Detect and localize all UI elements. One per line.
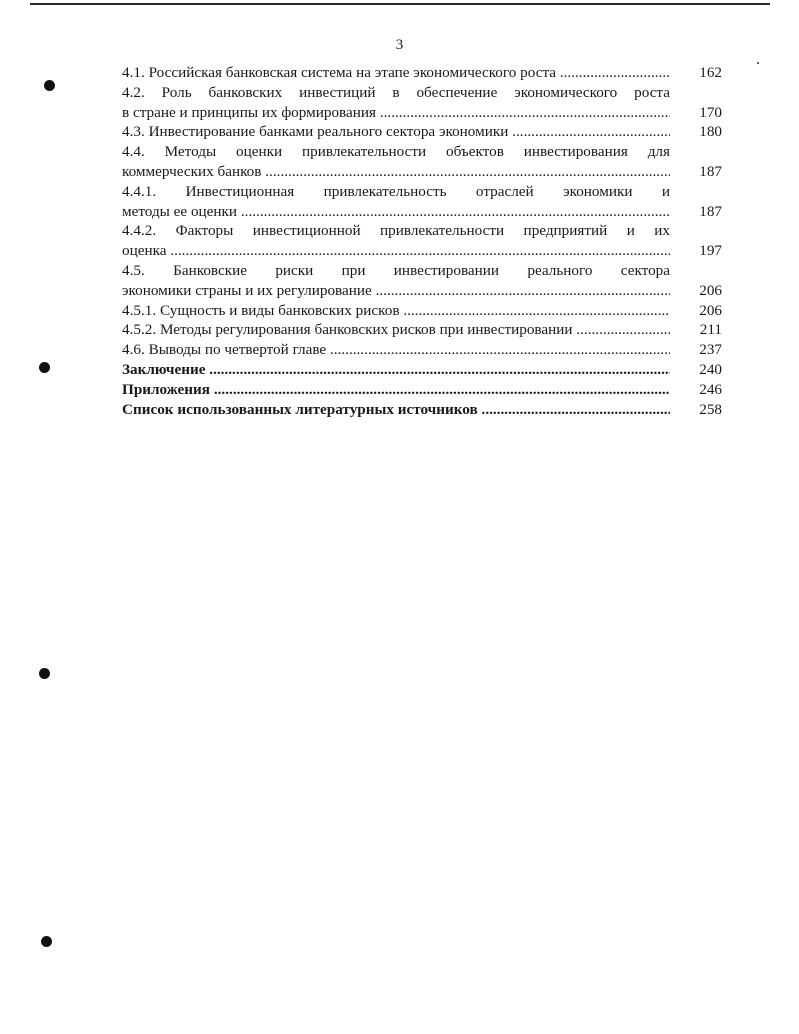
toc-entry-title: 4.5.1. Сущность и виды банковских рисков ..... — [122, 301, 670, 321]
toc-entry-title: коммерческих банков ..... — [122, 162, 670, 182]
toc-entry[interactable] — [122, 83, 722, 123]
binder-hole-mark — [39, 362, 50, 373]
top-rule — [30, 3, 770, 5]
toc-entry-page: 162 — [699, 64, 722, 81]
toc-entry-title: 4.6. Выводы по четвертой главе ..... — [122, 340, 670, 360]
toc-entry-title: 4.4. Методы оценки привлекательности объектов инвестирования для — [122, 143, 670, 161]
toc-entry-page: 237 — [699, 341, 722, 359]
toc-entry-title: методы ее оценки ..... — [122, 202, 670, 222]
table-of-contents — [122, 63, 722, 419]
toc-entry-title: экономики страны и их регулирование ..... — [122, 281, 670, 301]
toc-entry[interactable] — [122, 340, 722, 360]
toc-entry-title: 4.4.1. Инвестиционная привлекательность отраслей экономики и — [122, 182, 670, 200]
toc-entry-title: 4.5. Банковские риски при инвестировании реального сектора — [122, 261, 670, 279]
page-number: 3 — [395, 37, 404, 53]
toc-entry[interactable] — [122, 320, 722, 340]
toc-entry-title: 4.3. Инвестирование банками реального сектора экономики ..... — [122, 122, 670, 142]
toc-entry[interactable] — [122, 221, 722, 261]
toc-entry-title: 4.1. Российская банковская система на этапе экономического роста ..... — [122, 63, 670, 83]
toc-entry-page: 180 — [699, 123, 722, 141]
binder-hole-mark — [41, 936, 52, 947]
toc-entry-title: оценка ..... — [122, 241, 670, 261]
binder-hole-mark — [44, 80, 55, 91]
toc-entry[interactable] — [122, 301, 722, 321]
toc-entry-page: 206 — [699, 301, 722, 319]
toc-entry-title: в стране и принципы их формирования ..... — [122, 103, 670, 123]
toc-entry-title: Список использованных литературных источников ..... — [122, 400, 670, 420]
binder-hole-mark — [39, 668, 50, 679]
toc-entry-title: 4.4.2. Факторы инвестиционной привлекательности предприятий и их — [122, 222, 670, 240]
toc-entry[interactable] — [122, 380, 722, 400]
scan-speck — [757, 62, 759, 64]
toc-entry-page: 246 — [699, 380, 722, 398]
toc-entry-page: 187 — [699, 202, 722, 220]
toc-entry-title: Заключение ..... — [122, 360, 670, 380]
toc-entry[interactable] — [122, 122, 722, 142]
toc-entry-page: 197 — [699, 242, 722, 260]
toc-entry[interactable] — [122, 182, 722, 222]
toc-entry-title: 4.2. Роль банковских инвестиций в обеспечение экономического роста — [122, 83, 670, 101]
toc-entry-page: 211 — [699, 321, 722, 339]
toc-entry-page: 206 — [699, 281, 722, 299]
toc-entry[interactable] — [122, 261, 722, 301]
toc-entry-page: 170 — [699, 103, 722, 121]
toc-entry-page: 258 — [699, 400, 722, 418]
toc-entry[interactable] — [122, 63, 722, 83]
toc-entry-page: 240 — [699, 360, 722, 378]
toc-entry[interactable] — [122, 142, 722, 182]
toc-entry-title: Приложения ..... — [122, 380, 670, 400]
toc-entry-page: 187 — [699, 162, 722, 180]
toc-entry[interactable] — [122, 360, 722, 380]
toc-entry[interactable] — [122, 400, 722, 420]
toc-entry-title: 4.5.2. Методы регулирования банковских рисков при инвестировании ..... — [122, 320, 670, 340]
